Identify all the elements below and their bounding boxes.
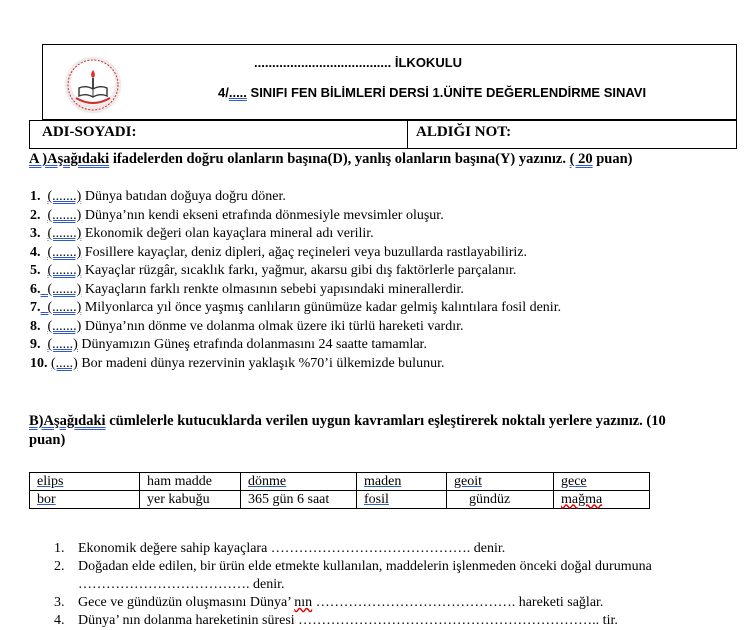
fill-item <box>54 558 652 576</box>
meb-logo-icon <box>66 58 120 112</box>
question-text: Kayaçların farklı renkte olmasının sebebi yapısındaki minerallerdir. <box>81 281 464 297</box>
fill-in-blank-list <box>54 540 652 630</box>
student-info-table <box>29 120 737 149</box>
answer-blank[interactable]: (.......) <box>47 207 82 223</box>
question-number: 4. <box>30 244 41 260</box>
grade-prefix: 4/ <box>218 85 229 100</box>
question-number: 1. <box>30 189 41 204</box>
school-label: İLKOKULU <box>394 55 463 70</box>
name-field[interactable] <box>30 121 407 148</box>
section-b-prefix: B)Aşağıdaki <box>29 413 106 429</box>
question-number: 3. <box>30 226 41 241</box>
word-cell <box>140 473 241 491</box>
question-row <box>30 336 561 355</box>
question-text: Dünyamızın Güneş etrafında dolanmasını 24 saatte tamamlar. <box>77 337 427 352</box>
answer-blank-text: (.......) <box>47 300 82 315</box>
class-section-blank[interactable]: ..... <box>228 85 247 100</box>
word-bank-row <box>30 491 650 509</box>
fill-item <box>54 540 652 558</box>
question-row <box>30 188 561 207</box>
answer-blank-text: (.......) <box>47 281 82 297</box>
item-text: Doğadan elde edilen, bir ürün elde etmekte kullanılan, maddelerin işlenmeden önceki doğal durumuna <box>78 559 652 574</box>
answer-blank[interactable]: (.......) <box>47 318 82 334</box>
question-text: Dünya batıdan doğuya doğru döner. <box>81 189 286 204</box>
true-false-question-list <box>30 188 561 373</box>
fill-item-continuation <box>54 576 652 594</box>
section-a-points-suffix: puan) <box>592 151 633 167</box>
question-number: 5. <box>30 263 41 278</box>
section-a-title <box>29 151 633 168</box>
exam-title-text: SINIFI FEN BİLİMLERİ DERSİ 1.ÜNİTE DEĞERLENDİRME SINAVI <box>246 85 647 100</box>
name-label: ADI-SOYADI: <box>42 124 137 140</box>
question-row <box>30 355 561 374</box>
word: ham madde <box>147 473 212 489</box>
item-number: 4. <box>54 613 65 628</box>
answer-blank[interactable]: (.....) <box>51 355 78 371</box>
question-text: Bor madeni dünya rezervinin yaklaşık %70’i ülkemizde bulunur. <box>77 355 445 371</box>
question-number: 6. <box>30 281 41 297</box>
item-text[interactable] <box>78 594 603 612</box>
item-text[interactable]: Ekonomik değere sahip kayaçlara ……………………………………. denir. <box>78 541 506 556</box>
question-text: Dünya’nın kendi ekseni etrafında dönmesiyle mevsimler oluşur. <box>81 207 444 223</box>
word-bank-table <box>29 472 650 509</box>
question-number: 8. <box>30 318 41 334</box>
word: geoit <box>454 473 482 489</box>
question-row <box>30 281 561 300</box>
section-a-points: ( 20 <box>569 151 593 167</box>
word-cell <box>554 491 650 509</box>
item-text[interactable]: Dünya’ nın dolanma hareketinin süresi ……………………………………………………….. tir. <box>78 613 618 628</box>
book-torch-emblem-icon <box>66 58 120 112</box>
question-row <box>30 207 561 226</box>
answer-blank[interactable]: (.......) <box>47 189 82 204</box>
answer-blank[interactable]: (......) <box>47 337 78 352</box>
item-text[interactable]: ………………………………. denir. <box>78 577 285 592</box>
section-b-instructions: cümlelerle kutucuklarda verilen uygun kavramları eşleştirerek noktalı yerlere yazınız. (10 <box>105 413 666 429</box>
school-name-line <box>254 55 462 70</box>
word-cell <box>140 491 241 509</box>
item-number <box>54 576 78 594</box>
word-cell <box>241 473 357 491</box>
word: yer kabuğu <box>147 491 210 507</box>
question-text: Fosillere kayaçlar, deniz dipleri, ağaç reçineleri veya buzullarda rastlayabiliriz. <box>81 244 527 260</box>
answer-blank[interactable] <box>41 300 82 315</box>
question-number: 9. <box>30 337 41 352</box>
word-cell <box>30 473 140 491</box>
item-text-before: Gece ve gündüzün oluşmasını Dünya’ <box>78 595 295 610</box>
word: dönme <box>248 473 287 489</box>
word: gündüz <box>469 491 511 507</box>
grade-label: ALDIĞI NOT: <box>416 124 512 140</box>
spellcheck-word: nın <box>294 595 313 610</box>
question-row <box>30 244 561 263</box>
word: fosil <box>364 491 389 507</box>
word-cell <box>357 491 447 509</box>
section-a-instructions: ifadelerden doğru olanların başına(D), yanlış olanların başına(Y) yazınız. <box>109 151 570 167</box>
question-row <box>30 225 561 244</box>
question-row <box>30 299 561 318</box>
section-b-points: puan) <box>29 432 66 448</box>
question-text: Milyonlarca yıl önce yaşmış canlıların günümüze kadar gelmiş kalıntılara fosil denir. <box>81 300 562 315</box>
word: mağma <box>561 491 603 507</box>
word: maden <box>364 473 402 489</box>
answer-blank[interactable] <box>41 282 82 297</box>
question-number: 10. <box>30 355 48 371</box>
question-text: Kayaçlar rüzgâr, sıcaklık farkı, yağmur, akarsu gibi dış faktörlerle parçalanır. <box>81 263 517 278</box>
word-cell <box>30 491 140 509</box>
section-a-prefix: A )Aşağıdaki <box>29 151 110 167</box>
item-text-after: ……………………………………. hareketi sağlar. <box>312 595 604 610</box>
word-cell <box>447 473 554 491</box>
answer-blank[interactable]: (.......) <box>47 226 82 241</box>
grade-field[interactable] <box>407 121 736 148</box>
word-cell <box>554 473 650 491</box>
question-text: Ekonomik değeri olan kayaçlara mineral adı verilir. <box>81 226 374 241</box>
question-row <box>30 318 561 337</box>
question-number: 7. <box>30 300 41 315</box>
item-number: 1. <box>54 541 65 556</box>
word: bor <box>37 491 56 507</box>
item-number: 3. <box>54 595 65 610</box>
school-name-blank[interactable]: ...................................... <box>254 55 392 70</box>
word-cell <box>357 473 447 491</box>
question-row <box>30 262 561 281</box>
exam-title <box>218 85 646 100</box>
question-text: Dünya’nın dönme ve dolanma olmak üzere iki türlü hareketi vardır. <box>81 318 464 334</box>
section-b-title <box>29 412 666 450</box>
fill-item <box>54 594 652 612</box>
word-bank-row <box>30 473 650 491</box>
word: elips <box>37 473 64 489</box>
fill-item <box>54 612 652 630</box>
item-number: 2. <box>54 559 65 574</box>
question-number: 2. <box>30 207 41 223</box>
word: gece <box>561 473 587 489</box>
word: 365 gün 6 saat <box>248 491 330 507</box>
answer-blank[interactable]: (.......) <box>47 263 82 278</box>
word-cell <box>447 491 554 509</box>
word-cell <box>241 491 357 509</box>
answer-blank[interactable]: (.......) <box>47 244 82 260</box>
